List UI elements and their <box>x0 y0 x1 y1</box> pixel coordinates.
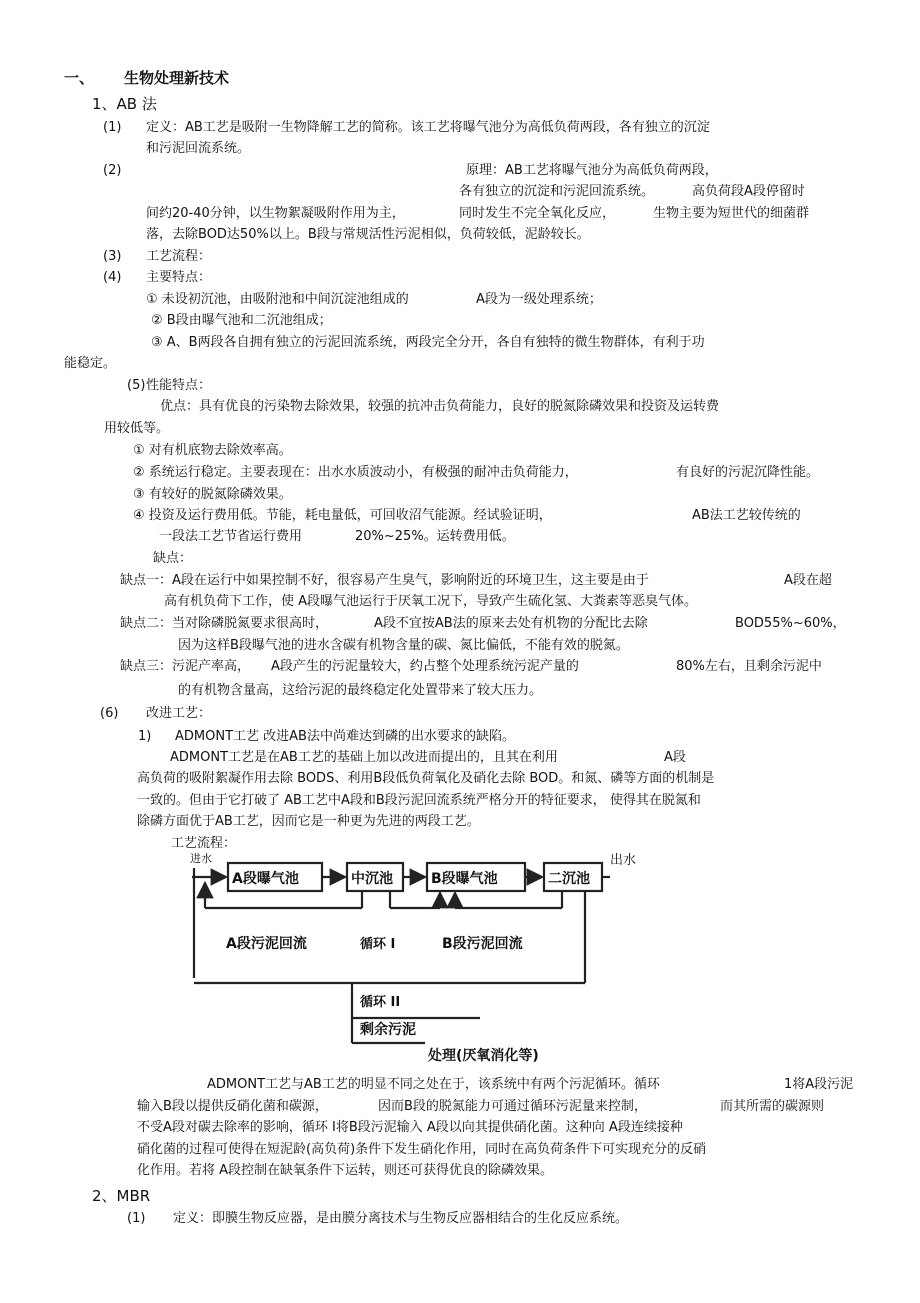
feature-item: ① 未设初沉池，由吸附池和中间沉淀池组成的 <box>146 292 409 307</box>
box-label: 中沉池 <box>351 871 393 887</box>
definition-text: 定义：AB工艺是吸附一生物降解工艺的简称。该工艺将曝气池分为高低负荷两段，各有独立的沉淀 <box>146 120 710 135</box>
disadvantage-item: A段产生的污泥量较大，约占整个处理系统污泥产量的 <box>271 659 579 674</box>
admont-text: 一致的。但由于它打破了 AB工艺中A段和B段污泥回流系统严格分开的特征要求， 使得其在脱氮和 <box>137 793 701 808</box>
disadvantage-item: 缺点一：A段在运行中如果控制不好，很容易产生臭气，影响附近的环境卫生，这主要是由于 <box>120 573 649 588</box>
admont-flow-diagram <box>190 848 650 1074</box>
disadvantage-item: BOD55%~60%， <box>735 616 846 631</box>
section-number: 一、 <box>64 69 95 87</box>
features-label: 主要特点： <box>146 270 212 285</box>
item-number: (1) <box>127 1211 146 1226</box>
performance-label: 性能特点： <box>146 378 212 393</box>
comparison-text: 硝化菌的过程可使得在短泥龄(高负荷)条件下发生硝化作用，同时在高负荷条件下可实现充分的反硝 <box>137 1142 707 1157</box>
admont-intro: ADMONT工艺 改进AB法中尚难达到磷的出水要求的缺陷。 <box>175 729 515 744</box>
advantages-text: 用较低等。 <box>104 421 170 436</box>
mbr-definition: 定义：即膜生物反应器，是由膜分离技术与生物反应器相结合的生化反应系统。 <box>173 1211 629 1226</box>
advantage-item: ④ 投资及运行费用低。节能，耗电量低，可回收沼气能源。经试验证明， <box>133 508 552 523</box>
advantage-item: ② 系统运行稳定。主要表现在：出水水质波动小，有极强的耐冲击负荷能力， <box>133 465 578 480</box>
advantage-item: 有良好的污泥沉降性能。 <box>676 465 820 480</box>
item-number: (5) <box>127 378 146 393</box>
principle-text: 落，去除BOD达50%以上。B段与常规活性污泥相似，负荷较低，泥龄较长。 <box>146 227 590 242</box>
disadvantage-item: A段不宜按AB法的原来去处有机物的分配比去除 <box>374 616 648 631</box>
item-number: (4) <box>103 270 122 285</box>
disadvantage-item: 缺点二：当对除磷脱氮要求很高时， <box>120 616 329 631</box>
comparison-text: 1将A段污泥 <box>784 1077 854 1092</box>
loop-label: A段污泥回流 <box>226 936 307 952</box>
feature-item: ② B段由曝气池和二沉池组成； <box>151 313 332 328</box>
disadvantage-item: 80%左右，且剩余污泥中 <box>676 659 822 674</box>
definition-text: 和污泥回流系统。 <box>146 141 251 156</box>
admont-text: 除磷方面优于AB工艺，因而它是一种更为先进的两段工艺。 <box>137 814 480 829</box>
section-title: 生物处理新技术 <box>124 69 230 87</box>
outflow-label: 出水 <box>610 853 637 868</box>
treatment-label: 处理(厌氧消化等) <box>428 1048 539 1064</box>
principle-text: 高负荷段A段停留时 <box>692 184 805 199</box>
disadvantage-item: A段在超 <box>784 573 832 588</box>
loop-label: 循环 II <box>360 995 401 1010</box>
disadvantage-item: 缺点三：污泥产率高， <box>120 659 251 674</box>
loop-label: 循环 I <box>360 937 396 952</box>
disadvantages-label: 缺点： <box>153 551 193 566</box>
advantage-item: ③ 有较好的脱氮除磷效果。 <box>133 487 292 502</box>
advantage-item: AB法工艺较传统的 <box>692 508 801 523</box>
mbr-heading: 2、MBR <box>92 1187 151 1205</box>
disadvantage-item: 的有机物含量高，这给污泥的最终稳定化处置带来了较大压力。 <box>178 683 543 698</box>
item-number: (3) <box>103 249 122 264</box>
principle-text: 各有独立的沉淀和污泥回流系统。 <box>459 184 655 199</box>
admont-text: ADMONT工艺是在AB工艺的基础上加以改进而提出的，且其在利用 <box>170 750 558 765</box>
feature-item: 能稳定。 <box>64 356 117 371</box>
box-label: B段曝气池 <box>431 871 498 887</box>
advantage-item: 一段法工艺节省运行费用 <box>159 529 303 544</box>
principle-text: 间约20-40分钟，以生物絮凝吸附作用为主， <box>146 206 405 221</box>
disadvantage-item: 高有机负荷下工作，使 A段曝气池运行于厌氧工况下，导致产生硫化氢、大粪素等恶臭气体。 <box>164 594 698 609</box>
sub-item-number: 1) <box>138 729 152 744</box>
admont-text: A段 <box>664 750 686 765</box>
disadvantage-item: 因为这样B段曝气池的进水含碳有机物含量的碳、氮比偏低，不能有效的脱氮。 <box>178 638 629 653</box>
excess-sludge-label: 剩余污泥 <box>360 1022 416 1038</box>
comparison-text: ADMONT工艺与AB工艺的明显不同之处在于，该系统中有两个污泥循环。循环 <box>207 1077 660 1092</box>
admont-text: 高负荷的吸附絮凝作用去除 BODS、利用B段低负荷氧化及硝化去除 BOD。和氮、磷等方面的机制是 <box>137 771 715 786</box>
comparison-text: 化作用。若将 A段控制在缺氧条件下运转，则还可获得优良的除磷效果。 <box>137 1163 554 1178</box>
feature-item: ③ A、B两段各自拥有独立的污泥回流系统，两段完全分开，各自有独特的微生物群体，有利于功 <box>151 335 705 350</box>
comparison-text: 不受A段对碳去除率的影响，循环 I将B段污泥输入 A段以向其提供硝化菌。这种向 A段连续接种 <box>137 1120 683 1135</box>
advantage-item: 20%~25%。运转费用低。 <box>355 529 515 544</box>
item-number: (1) <box>103 120 122 135</box>
comparison-text: 而其所需的碳源则 <box>720 1099 825 1114</box>
ab-heading: 1、AB 法 <box>92 95 157 113</box>
inflow-label: 进水 <box>190 852 212 865</box>
principle-text: 原理：AB工艺将曝气池分为高低负荷两段， <box>466 163 718 178</box>
principle-text: 生物主要为短世代的细菌群 <box>653 206 810 221</box>
flow-label: 工艺流程： <box>171 836 237 851</box>
feature-item: A段为一级处理系统； <box>476 292 602 307</box>
principle-text: 同时发生不完全氧化反应， <box>459 206 616 221</box>
box-label: A段曝气池 <box>232 871 299 887</box>
comparison-text: 输入B段以提供反硝化菌和碳源， <box>137 1099 328 1114</box>
improvement-label: 改进工艺： <box>146 706 212 721</box>
item-number: (6) <box>100 706 119 721</box>
advantage-item: ① 对有机底物去除效率高。 <box>133 443 292 458</box>
advantages-text: 优点：具有优良的污染物去除效果，较强的抗冲击负荷能力，良好的脱氮除磷效果和投资及运转费 <box>160 399 720 414</box>
comparison-text: 因而B段的脱氮能力可通过循环污泥量来控制， <box>378 1099 647 1114</box>
loop-label: B段污泥回流 <box>442 936 523 952</box>
item-number: (2) <box>103 163 122 178</box>
box-label: 二沉池 <box>548 871 590 887</box>
flow-label: 工艺流程： <box>146 249 212 264</box>
